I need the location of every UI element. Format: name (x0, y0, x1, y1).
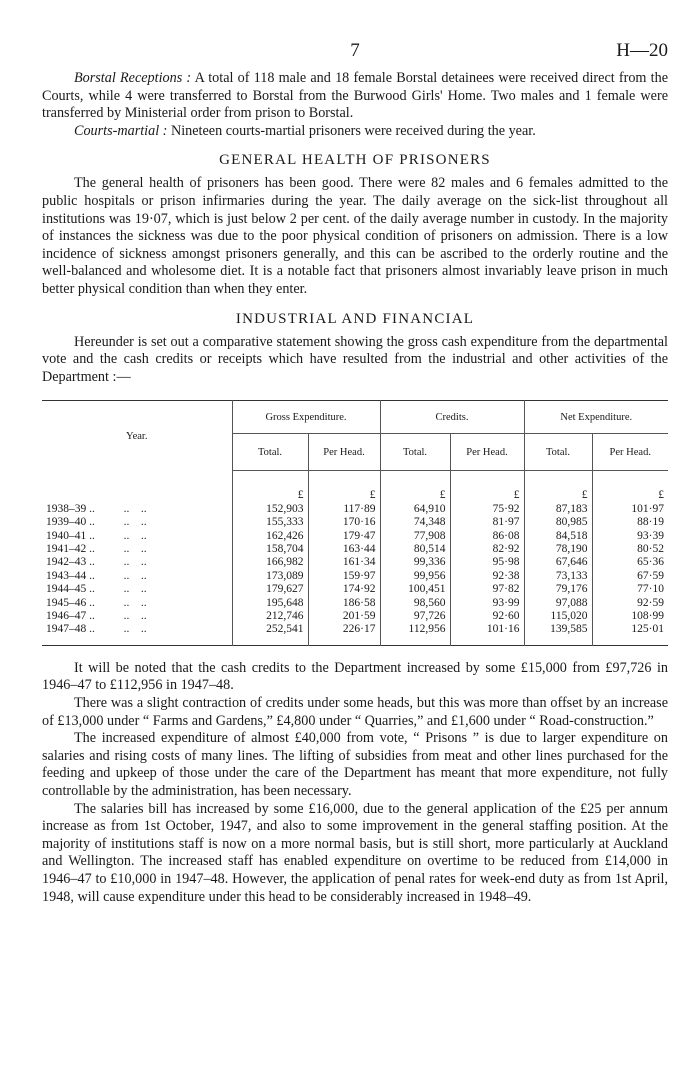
value-cell: 81·97 (450, 516, 524, 529)
closing-paragraphs (42, 660, 668, 906)
expenditure-paragraph: The increased expenditure of almost £40,000 from vote, “ Prisons ” is due to larger expenditure on salaries and rising costs of many lines. The lifting of subsidies from meat and other lines purchased for the feeding and upkeep of those under the care of the Department has meant that more expenditure, not fully controllable by the administration, has been necessary. (42, 730, 668, 799)
value-cell: 92·38 (450, 570, 524, 583)
sub-header: Per Head. (450, 434, 524, 471)
value-cell: 163·44 (308, 543, 380, 556)
value-cell: 101·97 (592, 503, 668, 516)
credits-paragraph: It will be noted that the cash credits to the Department increased by some £15,000 from £97,726 in 1946–47 to £112,956 in 1947–48. (42, 659, 668, 694)
value-cell: 162,426 (232, 530, 308, 543)
value-cell: 97·82 (450, 583, 524, 596)
group-header-credits: Credits. (380, 401, 524, 434)
year-cell: 1938–39 .. .. .. (46, 502, 147, 515)
value-cell: 226·17 (308, 623, 380, 645)
value-cell: 80,514 (380, 543, 450, 556)
value-cell: 75·92 (450, 503, 524, 516)
year-cell: 1942–43 .. .. .. (46, 556, 147, 569)
value-cell: 87,183 (524, 503, 592, 516)
table-row (42, 543, 668, 556)
year-cell: 1939–40 .. .. .. (46, 516, 147, 529)
value-cell: 115,020 (524, 610, 592, 623)
salaries-paragraph: The salaries bill has increased by some £16,000, due to the general application of the £25 per annum increase as from 1st October, 1947, and also to some improvement in the general staffing position. At the majority of institutions staff is now on a more normal basis, but is still short, more particularly at Auckland and Wellington. The increased staff has enabled expenditure on overtime to be reduced from £14,000 in 1946–47 to £10,000 in 1947–48. However, the application of penal rates for week-end duty as from 1st April, 1948, will cause expenditure under this head to be considerably increased in 1948–49. (42, 800, 668, 905)
table-row (42, 503, 668, 516)
value-cell: 212,746 (232, 610, 308, 623)
year-column-header: Year. (126, 430, 148, 442)
value-cell: 80·52 (592, 543, 668, 556)
value-cell: 112,956 (380, 623, 450, 645)
year-cell: 1941–42 .. .. .. (46, 542, 147, 555)
table-row (42, 570, 668, 583)
industrial-heading: INDUSTRIAL AND FINANCIAL (235, 310, 475, 327)
table-row (42, 556, 668, 569)
year-cell: 1945–46 .. .. .. (46, 596, 147, 609)
value-cell: 74,348 (380, 516, 450, 529)
sub-header: Total. (524, 434, 592, 471)
borstal-paragraph (42, 70, 668, 123)
table-row (42, 530, 668, 543)
value-cell: 64,910 (380, 503, 450, 516)
value-cell: 99,956 (380, 570, 450, 583)
unit-row (42, 471, 668, 503)
sub-header: Total. (232, 434, 308, 471)
table-row (42, 583, 668, 596)
year-cell: 1943–44 .. .. .. (46, 569, 147, 582)
courts-martial-text: Nineteen courts-martial prisoners were received during the year. (167, 122, 536, 139)
page-header (42, 40, 668, 70)
industrial-intro: Hereunder is set out a comparative statement showing the gross cash expenditure from the departmental vote and the cash credits or receipts which have resulted from the industrial and other activities of the Department :— (42, 333, 668, 385)
value-cell: 125·01 (592, 623, 668, 645)
borstal-label: Borstal Receptions : (74, 70, 192, 86)
sub-header: Per Head. (308, 434, 380, 471)
value-cell: 161·34 (308, 556, 380, 569)
value-cell: 95·98 (450, 556, 524, 569)
value-cell: 80,985 (524, 516, 592, 529)
unit-cell: £ (592, 471, 668, 503)
value-cell: 100,451 (380, 583, 450, 596)
value-cell: 92·60 (450, 610, 524, 623)
health-paragraph: The general health of prisoners has been good. There were 82 males and 6 females admitted to the public hospitals or prison infirmaries during the year. The daily average on the sick-list throughout all institutions was 19·07, which is just below 2 per cent. of the daily average number in custody. In the majority of instances the sickness was due to the poor physical condition of prisoners on admission. There is a low incidence of sickness amongst prisoners generally, and this can be ascribed to the orderly routine and the well-balanced and wholesome diet. It is a notable fact that prisoners almost invariably leave prison in much better physical condition than when they enter. (42, 175, 668, 297)
value-cell: 88·19 (592, 516, 668, 529)
value-cell: 139,585 (524, 623, 592, 645)
year-cell: 1946–47 .. .. .. (46, 609, 147, 622)
table-row (42, 516, 668, 529)
value-cell: 99,336 (380, 556, 450, 569)
financial-table (42, 400, 668, 645)
value-cell: 155,333 (232, 516, 308, 529)
year-cell: 1944–45 .. .. .. (46, 583, 147, 596)
value-cell: 179·47 (308, 530, 380, 543)
value-cell: 166,982 (232, 556, 308, 569)
document-page (42, 40, 668, 906)
value-cell: 97,726 (380, 610, 450, 623)
unit-cell: £ (232, 471, 308, 503)
health-heading: GENERAL HEALTH OF PRISONERS (219, 152, 491, 169)
courts-martial-paragraph (42, 123, 668, 141)
contraction-paragraph: There was a slight contraction of credits under some heads, but this was more than offset by an increase of £13,000 under “ Farms and Gardens,” £4,800 under “ Quarries,” and £1,600 under “ Road-construction.” (42, 694, 668, 729)
table-row (42, 623, 668, 645)
value-cell: 93·99 (450, 597, 524, 610)
group-header-net: Net Expenditure. (524, 401, 668, 434)
value-cell: 179,627 (232, 583, 308, 596)
group-header-gross: Gross Expenditure. (232, 401, 380, 434)
sub-header: Per Head. (592, 434, 668, 471)
value-cell: 195,648 (232, 597, 308, 610)
value-cell: 252,541 (232, 623, 308, 645)
value-cell: 86·08 (450, 530, 524, 543)
value-cell: 117·89 (308, 503, 380, 516)
value-cell: 98,560 (380, 597, 450, 610)
value-cell: 82·92 (450, 543, 524, 556)
value-cell: 65·36 (592, 556, 668, 569)
value-cell: 77·10 (592, 583, 668, 596)
value-cell: 67,646 (524, 556, 592, 569)
table-row (42, 610, 668, 623)
value-cell: 152,903 (232, 503, 308, 516)
borstal-text: A total of 118 male and 18 female Borstal detainees were received direct from the Courts, while 4 were transferred to Borstal from the Burwood Girls' Home. Two males and 1 female were transferred by Ministerial order from prison to Borstal. (42, 70, 669, 122)
value-cell: 101·16 (450, 623, 524, 645)
value-cell: 108·99 (592, 610, 668, 623)
page-number: 7 (350, 40, 360, 61)
value-cell: 170·16 (308, 516, 380, 529)
value-cell: 174·92 (308, 583, 380, 596)
courts-martial-label: Courts-martial : (74, 122, 168, 139)
value-cell: 84,518 (524, 530, 592, 543)
value-cell: 67·59 (592, 570, 668, 583)
value-cell: 73,133 (524, 570, 592, 583)
value-cell: 158,704 (232, 543, 308, 556)
value-cell: 201·59 (308, 610, 380, 623)
year-cell: 1940–41 .. .. .. (46, 529, 147, 542)
unit-cell: £ (380, 471, 450, 503)
unit-cell: £ (308, 471, 380, 503)
value-cell: 93·39 (592, 530, 668, 543)
value-cell: 92·59 (592, 597, 668, 610)
value-cell: 78,190 (524, 543, 592, 556)
table-body (42, 471, 668, 645)
value-cell: 186·58 (308, 597, 380, 610)
value-cell: 79,176 (524, 583, 592, 596)
value-cell: 159·97 (308, 570, 380, 583)
table-row (42, 597, 668, 610)
document-code: H—20 (616, 40, 668, 61)
unit-cell: £ (450, 471, 524, 503)
value-cell: 97,088 (524, 597, 592, 610)
unit-cell: £ (524, 471, 592, 503)
sub-header: Total. (380, 434, 450, 471)
value-cell: 77,908 (380, 530, 450, 543)
value-cell: 173,089 (232, 570, 308, 583)
year-cell: 1947–48 .. .. .. (46, 623, 147, 636)
